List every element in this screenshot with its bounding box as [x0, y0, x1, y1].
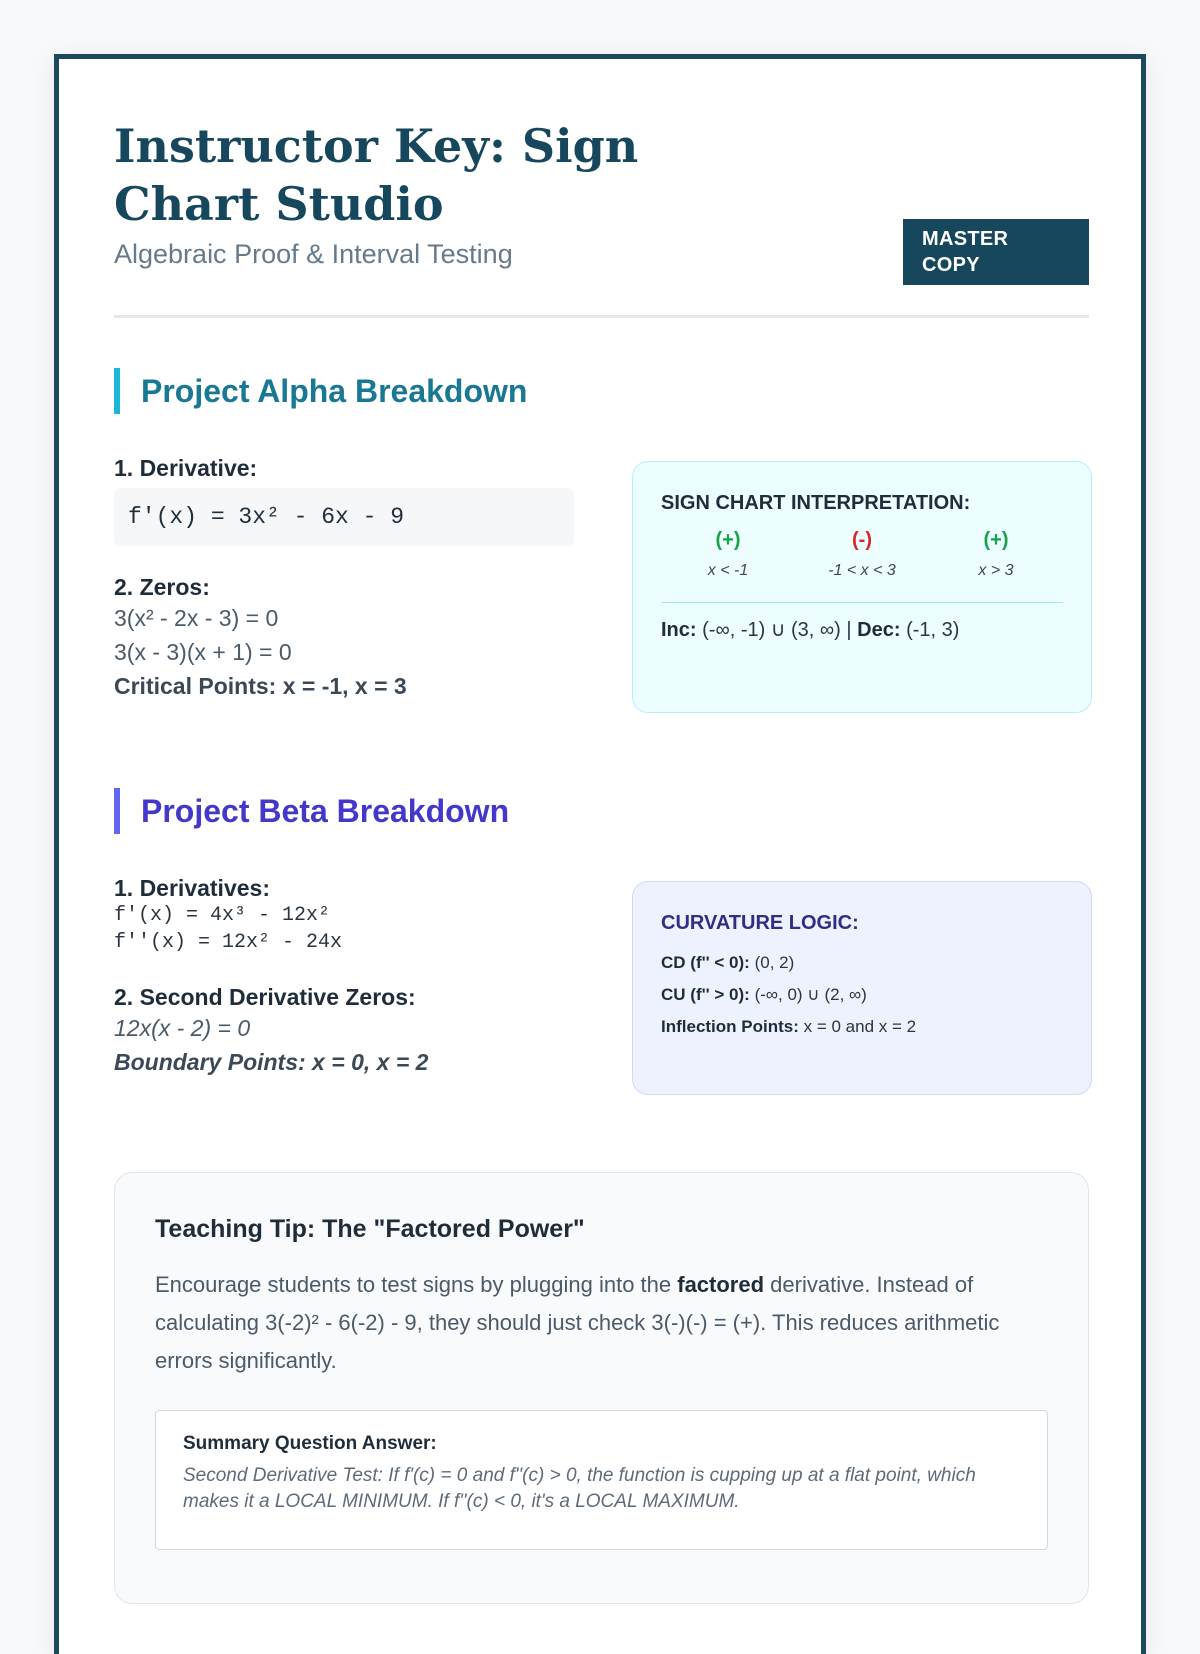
inc-value: (-∞, -1) ∪ (3, ∞) |	[702, 619, 852, 641]
answer-key-sheet	[54, 54, 1146, 1654]
ip-label: Inflection Points:	[661, 1017, 799, 1036]
interval	[929, 529, 1063, 580]
teaching-tip-heading: Teaching Tip: The "Factored Power"	[155, 1215, 585, 1243]
beta-derivatives-label: 1. Derivatives:	[114, 875, 270, 901]
alpha-zeros-label: 2. Zeros:	[114, 574, 210, 600]
alpha-zeros-line-1: 3(x² - 2x - 3) = 0	[114, 605, 279, 631]
tip-text-before: Encourage students to test signs by plugging into the	[155, 1272, 672, 1297]
interval	[661, 529, 795, 580]
interval-range: x < -1	[707, 562, 749, 579]
page-subtitle: Algebraic Proof & Interval Testing	[114, 239, 513, 269]
dec-label: Dec:	[857, 619, 901, 641]
sign-chart-rule	[661, 602, 1063, 603]
cd-value: (0, 2)	[754, 953, 795, 972]
dec-value: (-1, 3)	[906, 619, 960, 641]
interval-range: x > 3	[978, 562, 1014, 579]
ip-value: x = 0 and x = 2	[803, 1017, 917, 1036]
beta-second-derivative: f''(x) = 12x² - 24x	[114, 931, 343, 954]
master-copy-badge: MASTER COPY	[903, 219, 1089, 285]
inc-dec-summary	[661, 617, 1063, 642]
summary-answer-box	[155, 1410, 1048, 1550]
page-title: Instructor Key: Sign Chart Studio	[114, 119, 639, 231]
beta-zeros-line: 12x(x - 2) = 0	[114, 1015, 251, 1041]
alpha-derivative-expression: f'(x) = 3x² - 6x - 9	[114, 488, 574, 546]
inflection-points-row	[661, 1017, 1063, 1037]
summary-answer-text: Second Derivative Test: If f'(c) = 0 and f''(c) > 0, the function is cupping up at a flat point, which makes it a LOCAL MINIMUM. If f''(c) < 0, it's a LOCAL MAXIMUM.	[183, 1465, 976, 1512]
cu-value: (-∞, 0) ∪ (2, ∞)	[754, 985, 867, 1004]
alpha-zeros-line-2: 3(x - 3)(x + 1) = 0	[114, 639, 292, 665]
sign-chart-heading: SIGN CHART INTERPRETATION:	[661, 492, 971, 514]
beta-boundary-points: Boundary Points: x = 0, x = 2	[114, 1049, 429, 1075]
beta-section-title: Project Beta Breakdown	[114, 788, 509, 834]
teaching-tip-text	[155, 1266, 1048, 1380]
interval-range: -1 < x < 3	[828, 562, 896, 579]
interval-sign: (+)	[715, 529, 741, 551]
curvature-panel	[632, 881, 1092, 1095]
summary-answer-heading: Summary Question Answer:	[183, 1433, 437, 1454]
beta-zeros-label: 2. Second Derivative Zeros:	[114, 984, 416, 1010]
sign-chart-panel	[632, 461, 1092, 713]
interval-sign: (+)	[983, 529, 1009, 551]
curvature-heading: CURVATURE LOGIC:	[661, 912, 859, 934]
header	[114, 117, 1089, 317]
beta-work	[114, 875, 584, 1079]
cu-label: CU (f'' > 0):	[661, 985, 750, 1004]
tip-text-after: derivative. Instead of calculating 3(-2)² - 6(-2) - 9, they should just check 3(-)(-) = (+). This reduces arithmetic errors significantly.	[155, 1272, 1000, 1373]
interval	[795, 529, 929, 580]
alpha-critical-points: Critical Points: x = -1, x = 3	[114, 673, 407, 699]
interval-sign: (-)	[852, 529, 872, 551]
teaching-tip-card	[114, 1172, 1089, 1604]
sign-chart-intervals	[661, 529, 1063, 580]
tip-text-bold: factored	[677, 1272, 765, 1297]
concave-down-row	[661, 953, 1063, 973]
inc-label: Inc:	[661, 619, 697, 641]
alpha-derivative-label: 1. Derivative:	[114, 455, 258, 481]
cd-label: CD (f'' < 0):	[661, 953, 750, 972]
beta-first-derivative: f'(x) = 4x³ - 12x²	[114, 904, 331, 927]
alpha-work	[114, 455, 584, 703]
header-divider	[114, 315, 1089, 318]
alpha-section-title: Project Alpha Breakdown	[114, 368, 527, 414]
concave-up-row	[661, 985, 1063, 1005]
